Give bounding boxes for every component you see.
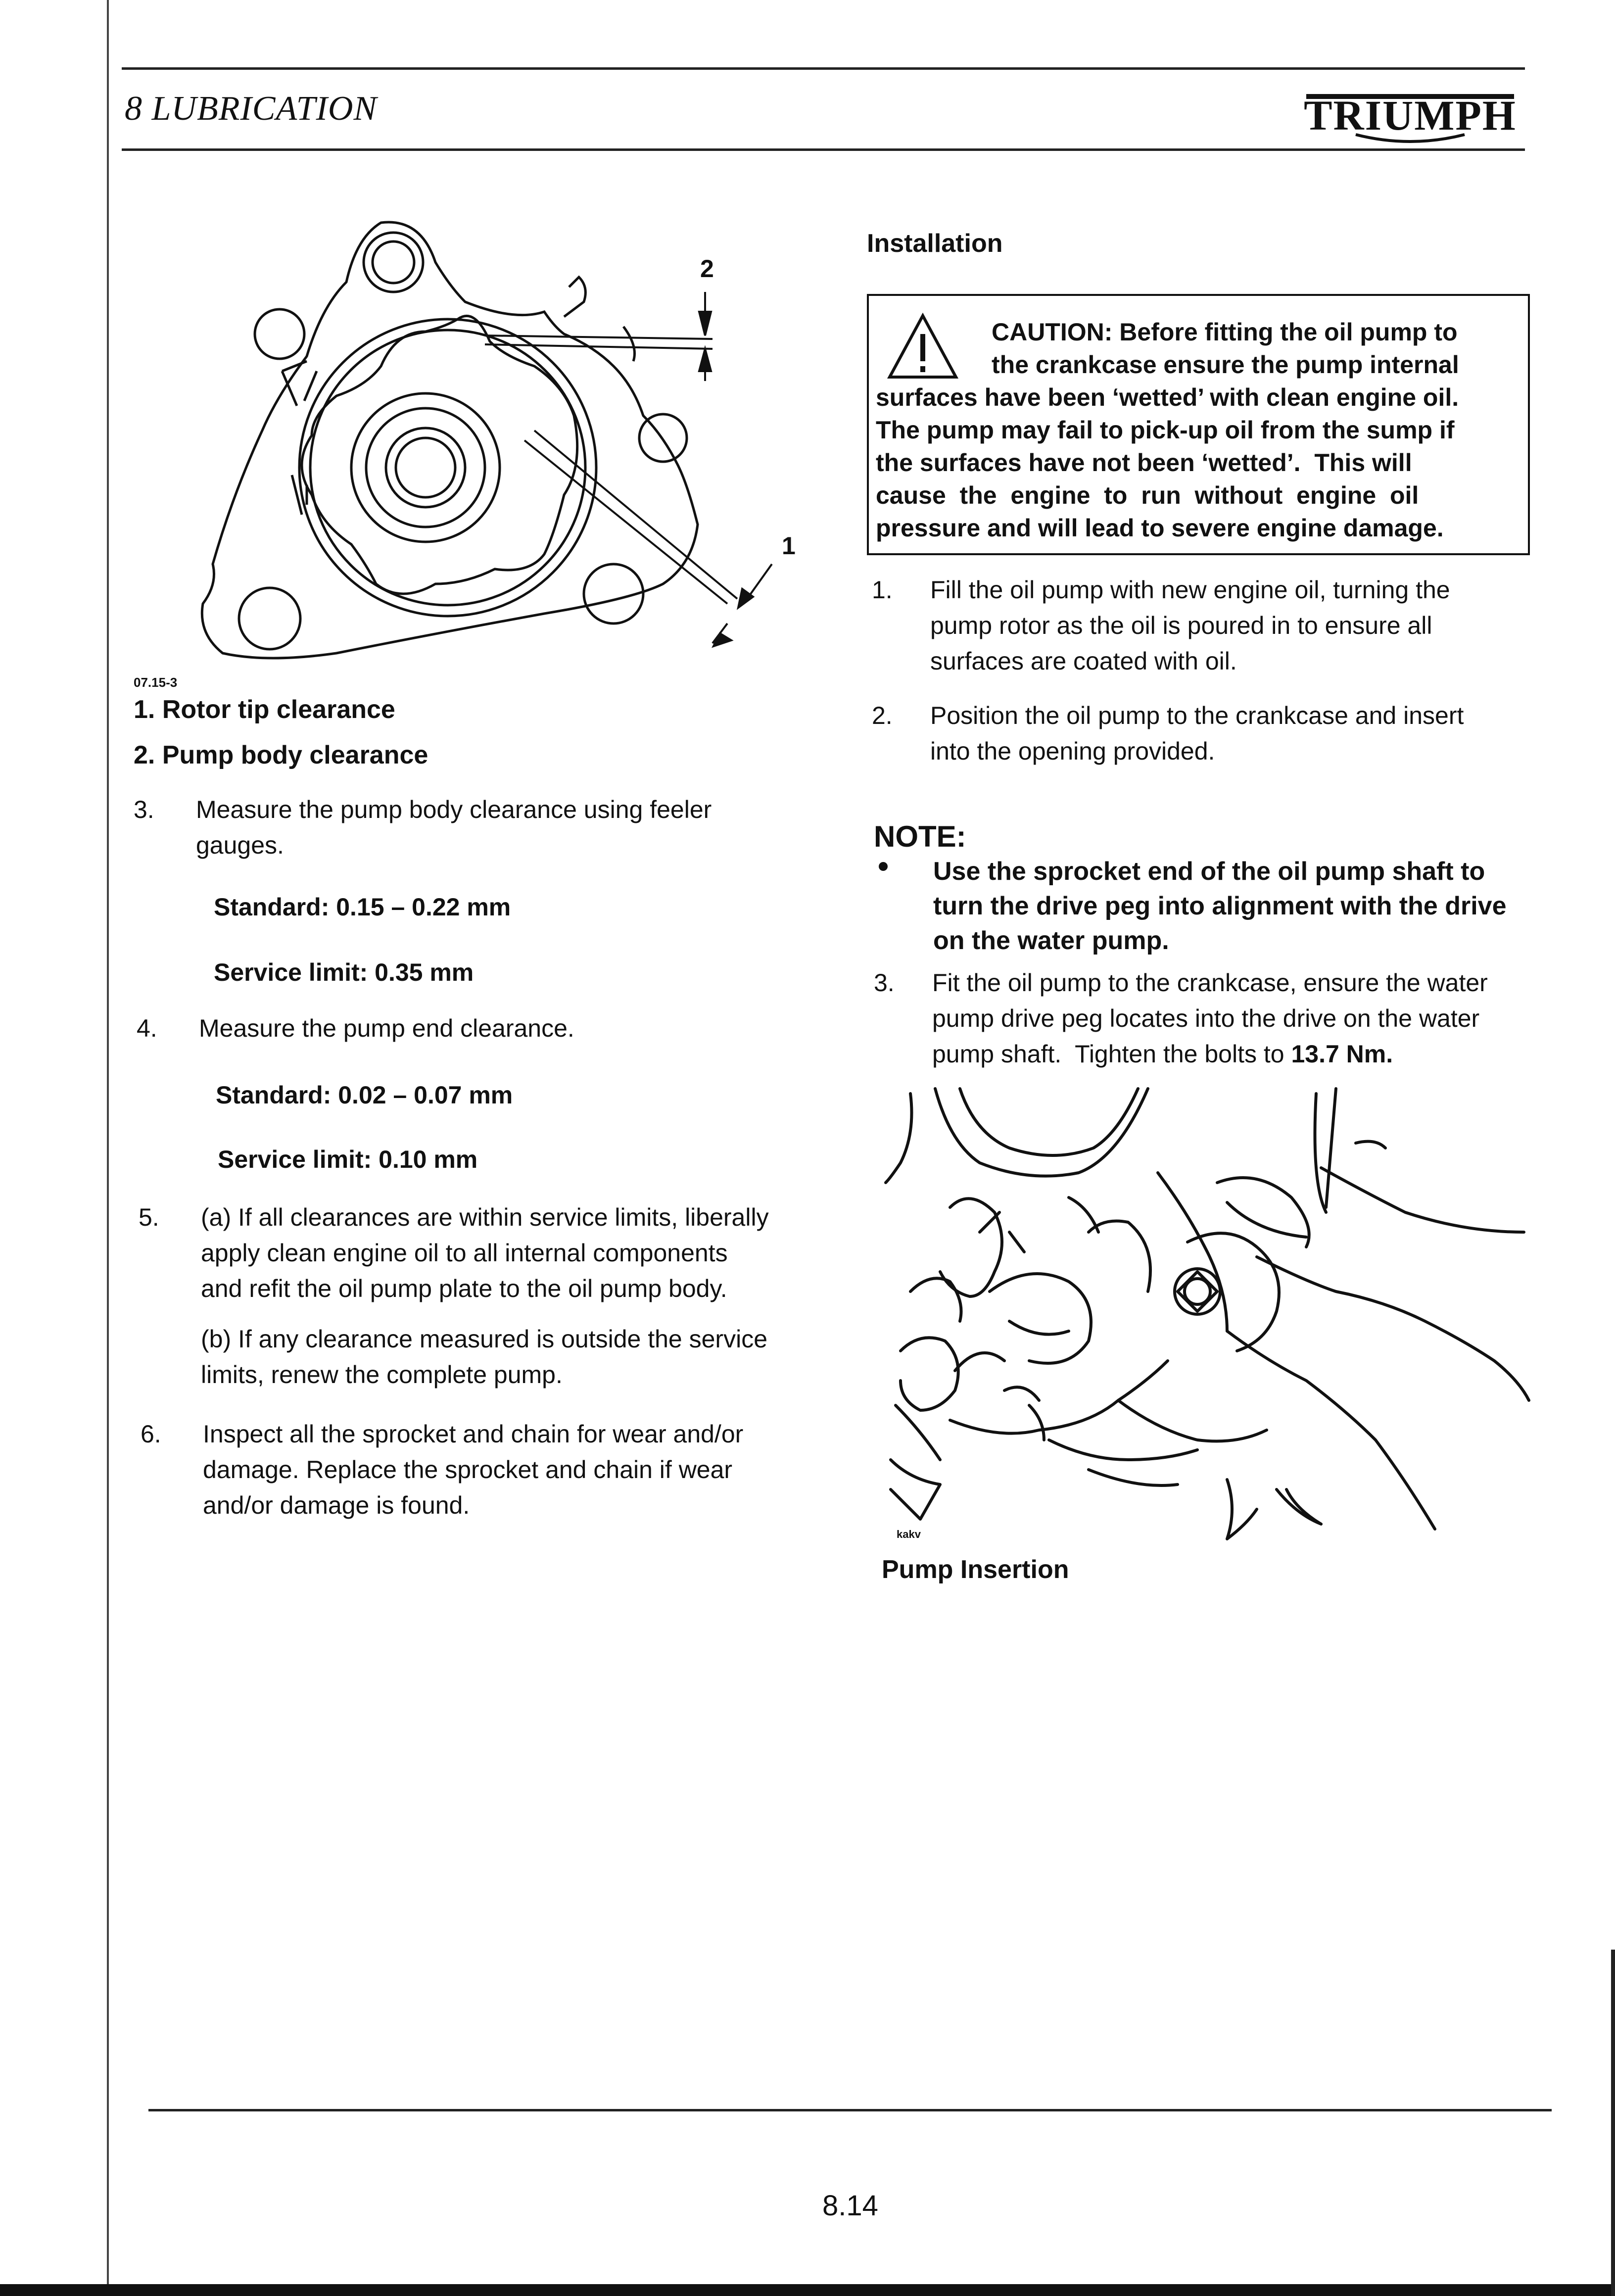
step-text: and refit the oil pump plate to the oil pump body. [201,1275,727,1302]
step-text: Measure the pump body clearance using feeler [196,796,712,823]
step-text: surfaces are coated with oil. [930,647,1237,675]
caution-text: surfaces have been ‘wetted’ with clean engine oil. [876,383,1459,411]
installation-heading: Installation [867,229,1003,258]
step-text: pump shaft. Tighten the bolts to [932,1040,1291,1068]
oil-pump-diagram [188,208,811,683]
note-text: turn the drive peg into alignment with the drive [933,892,1507,920]
figure-caption: Pump Insertion [882,1555,1069,1584]
caution-text: The pump may fail to pick-up oil from the sump if [876,416,1455,444]
figure-code: 07.15-3 [134,675,178,690]
step-text: Fit the oil pump to the crankcase, ensure the water [932,969,1488,997]
caution-text: CAUTION: Before fitting the oil pump to [992,318,1458,346]
header-rule-bottom [122,148,1525,151]
callout-2: 2 [700,255,714,283]
step-text: Position the oil pump to the crankcase and insert [930,702,1464,729]
step-5b-line: (b) If any clearance measured is outside the service [201,1325,767,1353]
step-number: 1. [872,576,893,604]
figure-code: kakv [897,1528,921,1540]
section-title: 8 LUBRICATION [125,90,378,128]
scan-border-right [1611,1950,1615,2296]
step-number: 5. [139,1203,159,1231]
bullet-icon [879,862,888,871]
step-text: (a) If all clearances are within service limits, liberally [201,1203,769,1231]
step-number: 3. [874,969,895,997]
spec-body-standard: Standard: 0.15 – 0.22 mm [214,893,511,921]
step-text: apply clean engine oil to all internal components [201,1239,728,1267]
caution-text: pressure and will lead to severe engine damage. [876,514,1444,542]
step-text: Inspect all the sprocket and chain for wear and/or [203,1420,744,1448]
note-text: Use the sprocket end of the oil pump shaft to [933,857,1485,886]
spec-body-limit: Service limit: 0.35 mm [214,958,474,986]
header-rule-top [122,67,1525,70]
logo-text: TRIUMPH [1304,92,1517,139]
step-text: gauges. [196,831,284,859]
note-text: on the water pump. [933,926,1169,955]
caution-text: cause the engine to run without engine oil [876,481,1419,509]
spec-end-limit: Service limit: 0.10 mm [218,1146,478,1173]
legend-item: 2. Pump body clearance [134,741,428,769]
step-number: 6. [141,1420,161,1448]
caution-text: the surfaces have not been ‘wetted’. This will [876,449,1412,477]
note-heading: NOTE: [874,820,966,853]
caution-text: the crankcase ensure the pump internal [992,351,1459,379]
scan-edge [107,0,109,2296]
step-text: and/or damage is found. [203,1491,470,1519]
step-number: 3. [134,796,154,823]
footer-rule [148,2109,1552,2111]
page-number: 8.14 [822,2190,878,2222]
step-number: 2. [872,702,893,729]
spec-end-standard: Standard: 0.02 – 0.07 mm [216,1081,513,1109]
torque-value: 13.7 Nm. [1291,1040,1393,1068]
scan-border [0,2284,1615,2296]
step-text: pump drive peg locates into the drive on the water [932,1004,1480,1032]
step-text: into the opening provided. [930,737,1215,765]
callout-1: 1 [782,532,796,560]
step-number: 4. [137,1014,157,1042]
triumph-logo [1296,74,1524,148]
step-text: Measure the pump end clearance. [199,1014,574,1042]
step-5b-line: limits, renew the complete pump. [201,1361,563,1388]
step-text: damage. Replace the sprocket and chain if wear [203,1456,733,1483]
step-text: Fill the oil pump with new engine oil, turning the [930,576,1450,604]
legend-item: 1. Rotor tip clearance [134,695,395,724]
step-text: pump rotor as the oil is poured in to ensure all [930,612,1432,639]
warning-triangle-icon [886,312,960,381]
pump-insertion-illustration [881,1084,1534,1564]
